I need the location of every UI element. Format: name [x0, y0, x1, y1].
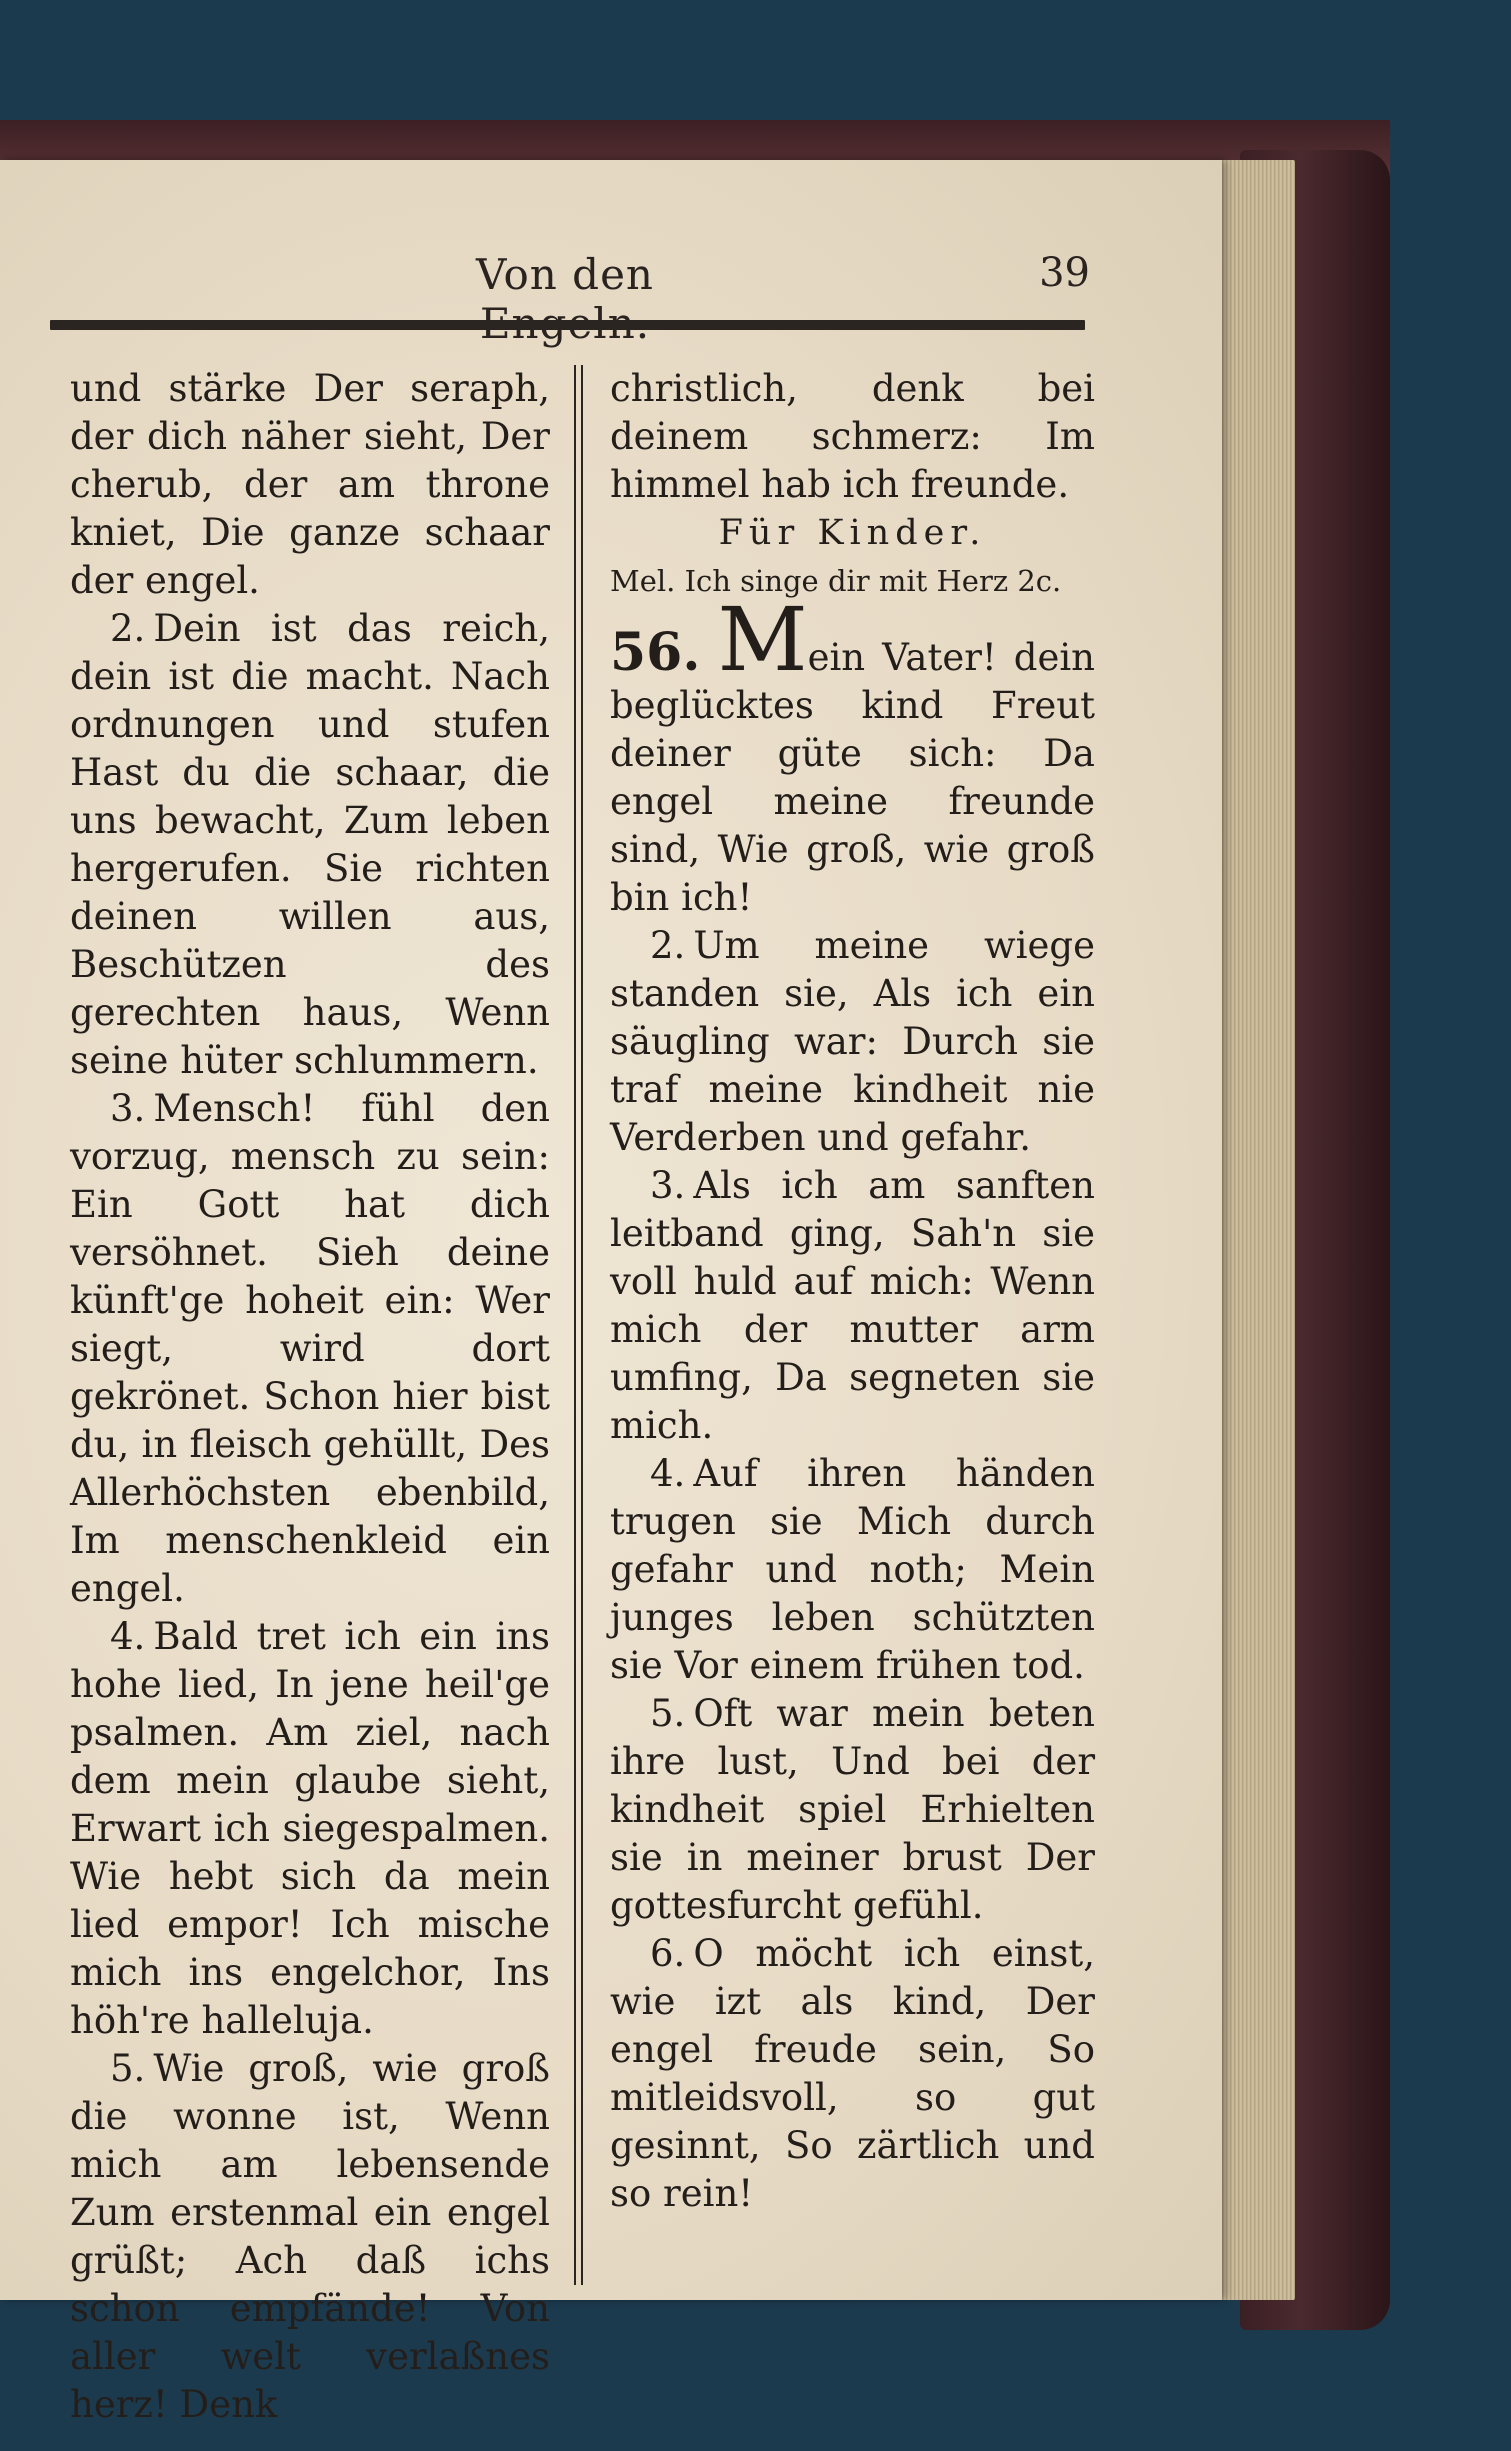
verse	[610, 1450, 1095, 1690]
hymn-first-verse	[610, 588, 1096, 922]
verse-number: 4.	[110, 1615, 146, 1658]
page-number: 39	[1039, 250, 1090, 296]
verse	[610, 1690, 1095, 1930]
verse	[70, 2045, 550, 2429]
verse-text: Um meine wiege standen sie, Als ich ein säugling war: Durch sie traf meine kindheit nie Verderben und gefahr.	[610, 924, 1095, 1159]
verse	[70, 1085, 550, 1613]
verse-number: 6.	[650, 1932, 686, 1975]
verse-number: 5.	[110, 2047, 146, 2090]
continuation-text: christlich, denk bei deinem schmerz: Im himmel hab ich freunde.	[610, 367, 1095, 506]
verse-text: Mensch! fühl den vorzug, mensch zu sein: Ein Gott hat dich versöhnet. Sieh deine künft'ge hoheit ein: Wer siegt, wird dort gekrönet. Schon hier bist du, in fleisch gehüllt, Des Allerhöchsten ebenbild, Im menschenkleid ein engel.	[70, 1087, 550, 1610]
verse-number: 2.	[110, 607, 146, 650]
verse	[70, 605, 550, 1085]
page-header	[0, 250, 1222, 320]
book-page	[0, 160, 1222, 2426]
continuation-text: und stärke Der seraph, der dich näher sieht, Der cherub, der am throne kniet, Die ganze schaar der engel.	[70, 367, 550, 602]
drop-cap: M	[717, 588, 808, 691]
verse	[610, 922, 1095, 1162]
verse-text: Oft war mein beten ihre lust, Und bei der kindheit spiel Erhielten sie in meiner brust Der gottesfurcht gefühl.	[610, 1692, 1095, 1927]
verse-text: Dein ist das reich, dein ist die macht. Nach ordnungen und stufen Hast du die schaar, die uns bewacht, Zum leben hergerufen. Sie richten deinen willen aus, Beschützen des gerechten haus, Wenn seine hüter schlummern.	[70, 607, 550, 1082]
verse-number: 3.	[650, 1164, 686, 1207]
verse-text: ein Vater! dein beglücktes kind Freut deiner güte sich: Da engel meine freunde sind, Wie groß, wie groß bin ich!	[610, 636, 1096, 919]
verse-number: 4.	[650, 1452, 686, 1495]
verse	[610, 1930, 1095, 2218]
verse-number: 3.	[110, 1087, 146, 1130]
verse-number: 5.	[650, 1692, 686, 1735]
verse-text: Auf ihren händen trugen sie Mich durch gefahr und noth; Mein junges leben schützten sie Vor einem frühen tod.	[610, 1452, 1095, 1687]
left-column	[70, 365, 550, 2429]
right-column	[610, 365, 1095, 2218]
verse	[610, 1162, 1095, 1450]
running-head: Von den	[476, 250, 654, 299]
column-divider	[574, 365, 583, 2285]
verse-text: Wie groß, wie groß die wonne ist, Wenn mich am lebensende Zum erstenmal ein engel grüßt; Ach daß ichs schon empfände! Von aller welt verlaßnes herz! Denk	[70, 2047, 550, 2426]
verse-text: Als ich am sanften leitband ging, Sah'n sie voll huld auf mich: Wenn mich der mutter arm umfing, Da segneten sie mich.	[610, 1164, 1095, 1447]
verse-text: Bald tret ich ein ins hohe lied, In jene heil'ge psalmen. Am ziel, nach dem mein glaube sieht, Erwart ich siegespalmen. Wie hebt sich da mein lied empor! Ich mische mich ins engelchor, Ins höh're halleluja.	[70, 1615, 550, 2042]
hymn-number: 56.	[610, 622, 701, 683]
verse-number: 2.	[650, 924, 686, 967]
melody-note: Mel. Ich singe dir mit Herz 2c.	[610, 564, 1062, 598]
header-rule	[50, 320, 1085, 330]
verse	[70, 1613, 550, 2045]
section-title: Für Kinder.	[718, 513, 987, 553]
page-edges	[1215, 160, 1295, 2300]
verse-text: O möcht ich einst, wie izt als kind, Der engel freude sein, So mitleidsvoll, so gut gesinnt, So zärtlich und so rein!	[610, 1932, 1095, 2215]
